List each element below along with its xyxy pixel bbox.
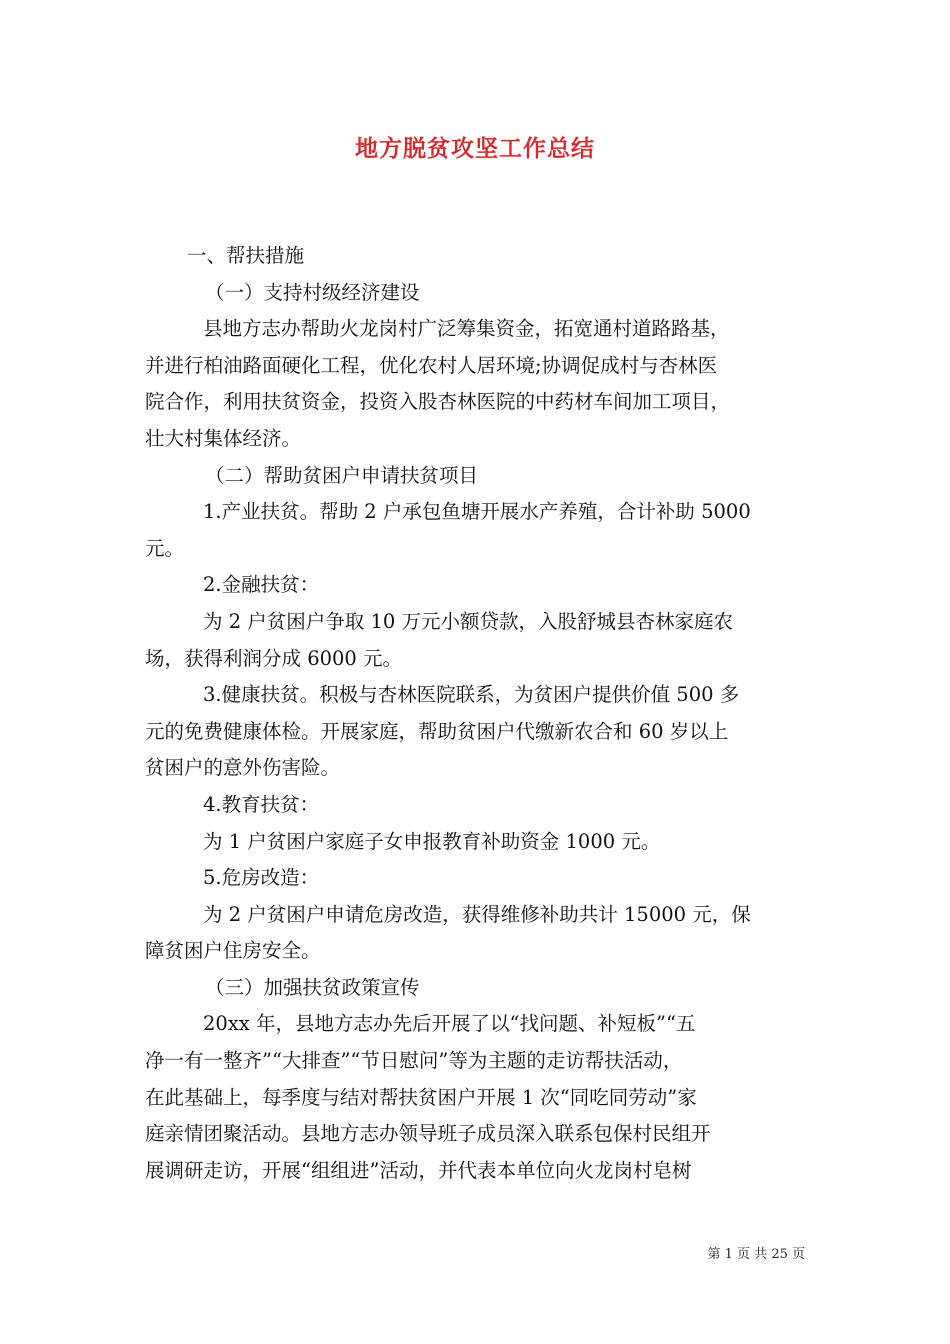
paragraph-line: 1.产业扶贫。帮助 2 户承包鱼塘开展水产养殖，合计补助 5000 bbox=[203, 500, 751, 524]
paragraph-line: 4.教育扶贫： bbox=[203, 792, 320, 816]
paragraph-line: 为 2 户贫困户争取 10 万元小额贷款，入股舒城县杏林家庭农 bbox=[203, 609, 734, 633]
paragraph-line: 在此基础上，每季度与结对帮扶贫困户开展 1 次“同吃同劳动”家 bbox=[145, 1085, 697, 1109]
paragraph-line: 5.危房改造： bbox=[203, 866, 320, 890]
paragraph-line: 贫困户的意外伤害险。 bbox=[145, 756, 341, 780]
subsection-heading: （一）支持村级经济建设 bbox=[205, 280, 420, 304]
paragraph-line: 元的免费健康体检。开展家庭，帮助贫困户代缴新农合和 60 岁以上 bbox=[145, 719, 729, 743]
document-title: 地方脱贫攻坚工作总结 bbox=[355, 135, 595, 162]
paragraph-line: 元。 bbox=[145, 536, 185, 560]
paragraph-line: 庭亲情团聚活动。县地方志办领导班子成员深入联系包保村民组开 bbox=[145, 1122, 711, 1146]
paragraph-line: 场，获得利润分成 6000 元。 bbox=[145, 646, 403, 670]
paragraph-line: 3.健康扶贫。积极与杏林医院联系，为贫困户提供价值 500 多 bbox=[203, 683, 740, 707]
paragraph-line: 壮大村集体经济。 bbox=[145, 426, 302, 450]
document-body bbox=[145, 238, 805, 1189]
paragraph-line: 20xx 年，县地方志办先后开展了以“找问题、补短板”“五 bbox=[203, 1012, 696, 1036]
paragraph-line: 障贫困户住房安全。 bbox=[145, 939, 321, 963]
subsection-heading: （二）帮助贫困户申请扶贫项目 bbox=[205, 463, 479, 487]
paragraph-line: 为 2 户贫困户申请危房改造，获得维修补助共计 15000 元，保 bbox=[203, 902, 751, 926]
paragraph-line: 院合作，利用扶贫资金，投资入股杏林医院的中药材车间加工项目， bbox=[145, 390, 731, 414]
paragraph-line: 为 1 户贫困户家庭子女申报教育补助资金 1000 元。 bbox=[203, 829, 661, 853]
section-heading: 一、帮扶措施 bbox=[187, 244, 305, 267]
paragraph-line: 并进行柏油路面硬化工程，优化农村人居环境;协调促成村与杏林医 bbox=[145, 353, 718, 377]
page-number: 第 1 页 共 25 页 bbox=[707, 1247, 805, 1262]
paragraph-line: 2.金融扶贫： bbox=[203, 573, 320, 597]
paragraph-line: 县地方志办帮助火龙岗村广泛筹集资金，拓宽通村道路路基， bbox=[203, 317, 730, 341]
subsection-heading: （三）加强扶贫政策宣传 bbox=[205, 975, 420, 999]
paragraph-line: 展调研走访，开展“组组进”活动，并代表本单位向火龙岗村皂树 bbox=[145, 1158, 692, 1182]
paragraph-line: 净一有一整齐”“大排查”“节日慰问”等为主题的走访帮扶活动， bbox=[145, 1049, 683, 1073]
